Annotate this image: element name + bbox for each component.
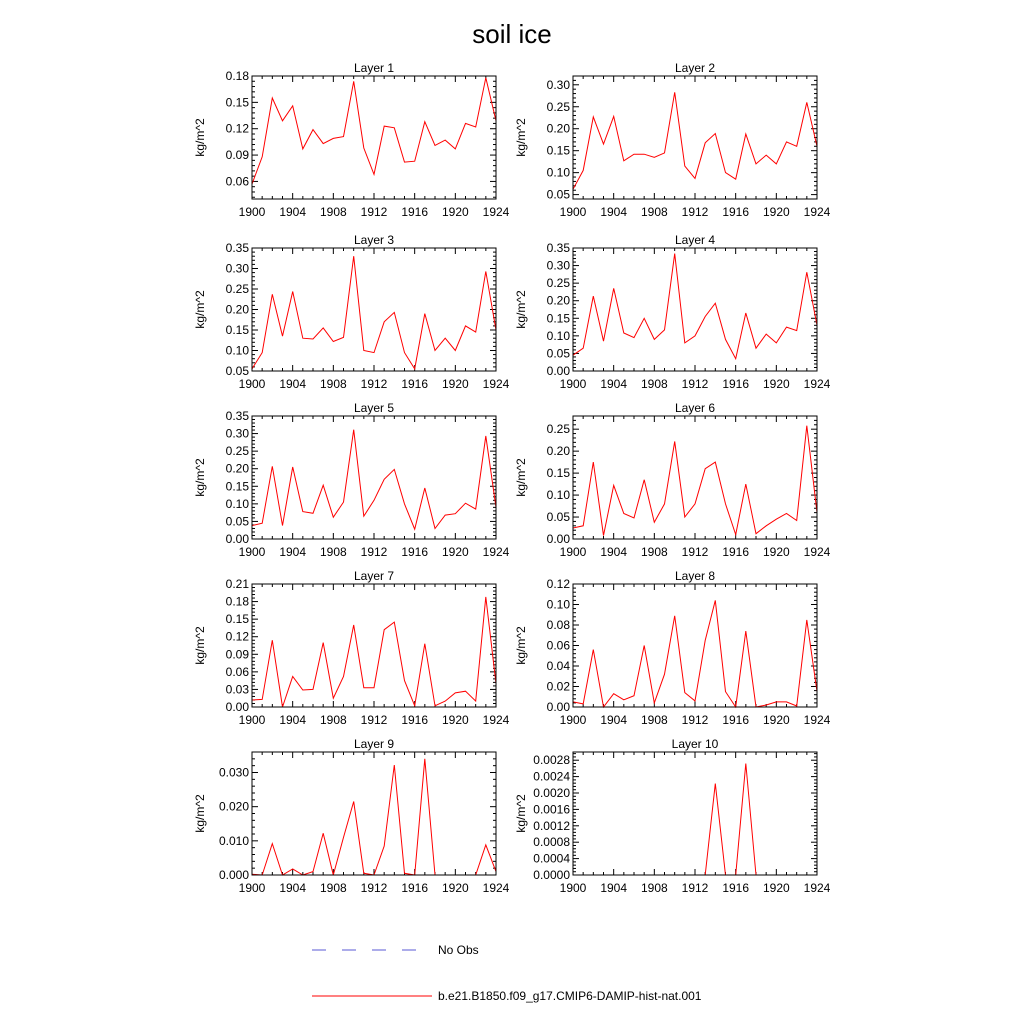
x-tick-label: 1916 <box>401 545 429 559</box>
plot-frame <box>573 76 817 199</box>
panel-layer-3 <box>193 233 510 391</box>
x-tick-label: 1924 <box>803 713 831 727</box>
panel-title-layer-3: Layer 3 <box>353 233 395 247</box>
series-line-layer-1 <box>252 78 496 184</box>
panel-layer-6 <box>514 401 831 559</box>
series-line-layer-4 <box>573 254 817 359</box>
y-axis-label: kg/m^2 <box>193 458 207 497</box>
x-tick-label: 1900 <box>238 205 266 219</box>
y-tick-label: 0.06 <box>225 664 249 679</box>
x-tick-label: 1920 <box>441 205 469 219</box>
y-axis-label: kg/m^2 <box>514 626 528 665</box>
y-tick-label: 0.06 <box>546 638 570 653</box>
y-tick-label: 0.30 <box>225 426 249 441</box>
y-tick-label: 0.0012 <box>533 818 570 833</box>
x-tick-label: 1916 <box>722 205 750 219</box>
y-tick-label: 0.20 <box>225 302 249 317</box>
y-tick-label: 0.0020 <box>533 786 570 800</box>
x-tick-label: 1912 <box>681 545 709 559</box>
x-tick-label: 1920 <box>441 881 469 895</box>
y-axis-label: kg/m^2 <box>193 290 207 329</box>
y-tick-label: 0.15 <box>546 466 570 481</box>
x-tick-label: 1920 <box>762 881 790 895</box>
x-tick-label: 1900 <box>238 545 266 559</box>
x-tick-label: 1912 <box>681 881 709 895</box>
x-tick-label: 1904 <box>600 377 628 391</box>
y-tick-label: 0.20 <box>546 121 570 136</box>
x-tick-label: 1920 <box>441 545 469 559</box>
series-line-layer-5 <box>252 430 496 530</box>
y-tick-label: 0.05 <box>225 364 249 378</box>
y-tick-label: 0.18 <box>225 594 249 609</box>
y-tick-label: 0.0016 <box>533 802 570 817</box>
y-tick-label: 0.00 <box>546 364 570 378</box>
y-tick-label: 0.25 <box>225 282 249 296</box>
x-tick-label: 1908 <box>319 881 347 895</box>
panel-title-layer-6: Layer 6 <box>674 401 716 415</box>
x-tick-label: 1904 <box>279 545 307 559</box>
y-tick-label: 0.03 <box>225 682 249 697</box>
x-tick-label: 1924 <box>803 377 831 391</box>
x-tick-label: 1908 <box>640 205 668 219</box>
series-line-layer-10 <box>573 764 817 876</box>
x-tick-label: 1916 <box>722 377 750 391</box>
x-tick-label: 1900 <box>238 377 266 391</box>
y-tick-label: 0.30 <box>546 77 570 92</box>
y-tick-label: 0.35 <box>546 241 570 255</box>
x-tick-label: 1924 <box>482 881 510 895</box>
y-tick-label: 0.0004 <box>533 851 570 866</box>
series-line-layer-9 <box>252 759 496 875</box>
series-line-layer-2 <box>573 92 817 189</box>
y-tick-label: 0.20 <box>225 461 249 476</box>
panel-title-layer-9: Layer 9 <box>353 737 395 751</box>
y-tick-label: 0.00 <box>225 532 249 546</box>
x-tick-label: 1924 <box>482 713 510 727</box>
y-tick-label: 0.20 <box>546 444 570 459</box>
x-tick-label: 1908 <box>319 713 347 727</box>
x-tick-label: 1916 <box>722 881 750 895</box>
panel-title-layer-1: Layer 1 <box>353 61 395 75</box>
x-tick-label: 1916 <box>401 377 429 391</box>
y-tick-label: 0.20 <box>546 293 570 308</box>
y-tick-label: 0.10 <box>546 488 570 503</box>
x-tick-label: 1904 <box>600 881 628 895</box>
y-axis-label: kg/m^2 <box>193 118 207 157</box>
y-tick-label: 0.10 <box>546 328 570 343</box>
y-tick-label: 0.09 <box>225 148 249 163</box>
y-axis-label: kg/m^2 <box>514 290 528 329</box>
x-tick-label: 1924 <box>803 205 831 219</box>
y-tick-label: 0.15 <box>225 95 249 110</box>
y-tick-label: 0.030 <box>218 765 249 780</box>
x-tick-label: 1924 <box>482 377 510 391</box>
x-tick-label: 1900 <box>559 713 587 727</box>
y-tick-label: 0.09 <box>225 647 249 662</box>
x-tick-label: 1900 <box>559 545 587 559</box>
plot-frame <box>252 416 496 539</box>
x-tick-label: 1912 <box>681 377 709 391</box>
x-tick-label: 1908 <box>640 881 668 895</box>
x-tick-label: 1916 <box>722 545 750 559</box>
y-tick-label: 0.04 <box>546 659 570 673</box>
y-tick-label: 0.25 <box>225 444 249 459</box>
legend-label-no-obs: No Obs <box>438 943 479 957</box>
y-tick-label: 0.12 <box>225 121 249 136</box>
y-tick-label: 0.25 <box>546 99 570 114</box>
y-axis-label: kg/m^2 <box>193 626 207 665</box>
panel-layer-9 <box>193 737 510 895</box>
panels-group <box>193 61 831 895</box>
x-tick-label: 1920 <box>762 205 790 219</box>
y-tick-label: 0.010 <box>218 833 249 848</box>
legend <box>312 943 702 1003</box>
y-tick-label: 0.05 <box>225 514 249 529</box>
panel-layer-4 <box>514 233 831 391</box>
y-tick-label: 0.12 <box>225 629 249 644</box>
y-tick-label: 0.35 <box>225 409 249 423</box>
y-axis-label: kg/m^2 <box>514 118 528 157</box>
y-tick-label: 0.35 <box>225 241 249 255</box>
x-tick-label: 1908 <box>319 205 347 219</box>
x-tick-label: 1908 <box>640 377 668 391</box>
y-tick-label: 0.15 <box>546 311 570 326</box>
x-tick-label: 1904 <box>600 545 628 559</box>
x-tick-label: 1920 <box>762 545 790 559</box>
y-tick-label: 0.10 <box>546 165 570 180</box>
y-tick-label: 0.18 <box>225 69 249 83</box>
y-tick-label: 0.05 <box>546 510 570 525</box>
y-tick-label: 0.12 <box>546 577 570 591</box>
x-tick-label: 1912 <box>360 205 388 219</box>
x-tick-label: 1924 <box>482 205 510 219</box>
y-tick-label: 0.05 <box>546 187 570 202</box>
plot-frame <box>573 752 817 875</box>
y-tick-label: 0.05 <box>546 346 570 361</box>
x-tick-label: 1904 <box>279 377 307 391</box>
x-tick-label: 1912 <box>360 545 388 559</box>
panel-layer-1 <box>193 61 510 219</box>
y-axis-label: kg/m^2 <box>514 794 528 833</box>
y-tick-label: 0.020 <box>218 799 249 814</box>
y-tick-label: 0.08 <box>546 618 570 632</box>
y-tick-label: 0.15 <box>546 143 570 158</box>
x-tick-label: 1916 <box>401 205 429 219</box>
x-tick-label: 1920 <box>441 377 469 391</box>
y-tick-label: 0.00 <box>225 700 249 714</box>
x-tick-label: 1924 <box>803 545 831 559</box>
panel-layer-5 <box>193 401 510 559</box>
x-tick-label: 1920 <box>762 377 790 391</box>
y-tick-label: 0.15 <box>225 479 249 494</box>
x-tick-label: 1904 <box>279 205 307 219</box>
x-tick-label: 1904 <box>279 881 307 895</box>
x-tick-label: 1912 <box>360 881 388 895</box>
panel-title-layer-4: Layer 4 <box>674 233 716 247</box>
y-tick-label: 0.0000 <box>533 868 570 882</box>
x-tick-label: 1904 <box>600 205 628 219</box>
panel-title-layer-10: Layer 10 <box>671 737 719 751</box>
x-tick-label: 1900 <box>559 377 587 391</box>
x-tick-label: 1916 <box>401 881 429 895</box>
x-tick-label: 1916 <box>401 713 429 727</box>
panel-title-layer-8: Layer 8 <box>674 569 716 583</box>
x-tick-label: 1908 <box>640 713 668 727</box>
x-tick-label: 1900 <box>559 205 587 219</box>
series-line-layer-3 <box>252 256 496 369</box>
panel-title-layer-7: Layer 7 <box>353 569 395 583</box>
x-tick-label: 1916 <box>722 713 750 727</box>
x-tick-label: 1912 <box>681 205 709 219</box>
x-tick-label: 1908 <box>319 377 347 391</box>
y-tick-label: 0.15 <box>225 323 249 337</box>
y-tick-label: 0.02 <box>546 679 570 694</box>
y-tick-label: 0.30 <box>546 258 570 273</box>
y-tick-label: 0.10 <box>225 496 249 511</box>
y-tick-label: 0.00 <box>546 532 570 546</box>
x-tick-label: 1908 <box>319 545 347 559</box>
series-line-layer-8 <box>573 600 817 707</box>
x-tick-label: 1908 <box>640 545 668 559</box>
plot-frame <box>573 416 817 539</box>
x-tick-label: 1920 <box>762 713 790 727</box>
y-tick-label: 0.0028 <box>533 753 570 768</box>
x-tick-label: 1924 <box>482 545 510 559</box>
y-tick-label: 0.0024 <box>533 769 570 784</box>
y-tick-label: 0.25 <box>546 276 570 291</box>
y-tick-label: 0.10 <box>225 343 249 358</box>
y-tick-label: 0.000 <box>218 868 249 882</box>
x-tick-label: 1904 <box>600 713 628 727</box>
x-tick-label: 1912 <box>360 377 388 391</box>
x-tick-label: 1912 <box>681 713 709 727</box>
y-tick-label: 0.30 <box>225 261 249 276</box>
series-line-layer-6 <box>573 426 817 536</box>
figure-title: soil ice <box>472 19 552 49</box>
x-tick-label: 1900 <box>559 881 587 895</box>
y-tick-label: 0.15 <box>225 612 249 627</box>
panel-layer-7 <box>193 569 510 727</box>
y-tick-label: 0.25 <box>546 422 570 437</box>
y-tick-label: 0.0008 <box>533 835 570 850</box>
panel-layer-8 <box>514 569 831 727</box>
panel-title-layer-5: Layer 5 <box>353 401 395 415</box>
y-axis-label: kg/m^2 <box>514 458 528 497</box>
y-axis-label: kg/m^2 <box>193 794 207 833</box>
plot-frame <box>252 752 496 875</box>
x-tick-label: 1900 <box>238 881 266 895</box>
x-tick-label: 1904 <box>279 713 307 727</box>
y-tick-label: 0.10 <box>546 597 570 612</box>
y-tick-label: 0.06 <box>225 174 249 189</box>
plot-frame <box>573 584 817 707</box>
y-tick-label: 0.00 <box>546 700 570 714</box>
x-tick-label: 1920 <box>441 713 469 727</box>
panel-title-layer-2: Layer 2 <box>674 61 716 75</box>
panel-layer-10 <box>514 737 831 895</box>
x-tick-label: 1900 <box>238 713 266 727</box>
panel-layer-2 <box>514 61 831 219</box>
x-tick-label: 1912 <box>360 713 388 727</box>
series-line-layer-7 <box>252 597 496 707</box>
y-tick-label: 0.21 <box>225 577 249 591</box>
x-tick-label: 1924 <box>803 881 831 895</box>
legend-label-model: b.e21.B1850.f09_g17.CMIP6-DAMIP-hist-nat.001 <box>438 989 702 1003</box>
